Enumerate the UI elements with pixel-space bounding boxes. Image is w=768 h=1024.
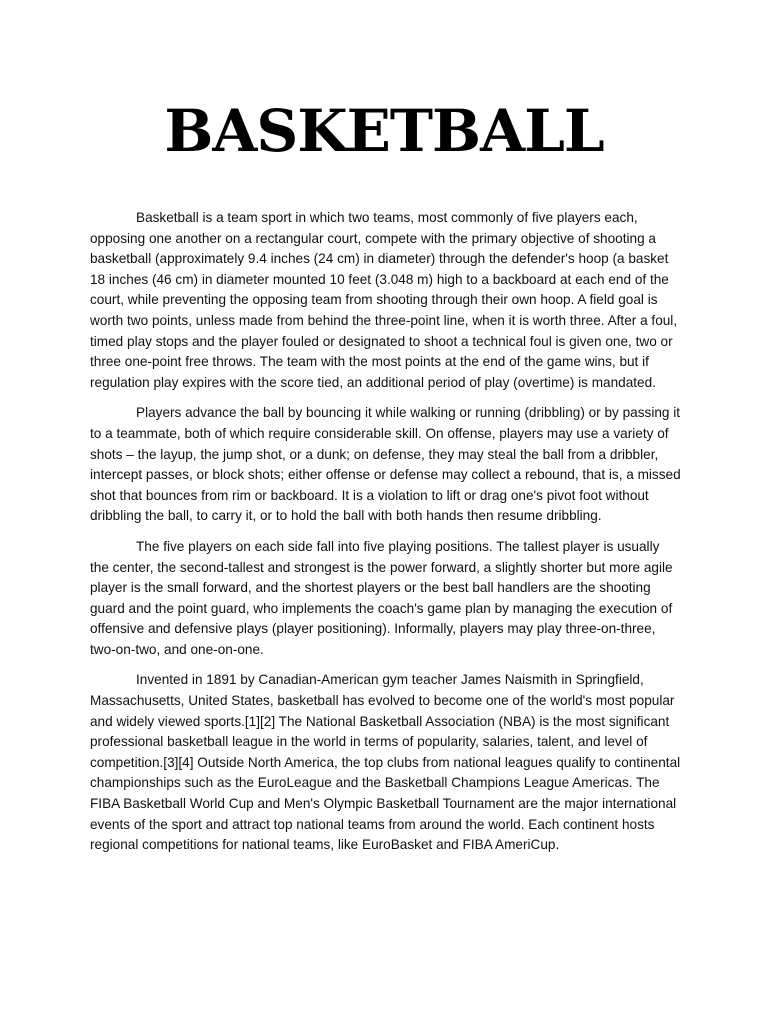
paragraph-history: Invented in 1891 by Canadian-American gym teacher James Naismith in Springfield, Massachusetts, United States, basketball has evolved to become one of the world's most popular and widely viewed sports.[1][2] The National Basketball Association (NBA) is the most significant professional basketball league in the world in terms of popularity, salaries, talent, and level of competition.[3][4] Outside North America, the top clubs from national leagues qualify to continental championships such as the EuroLeague and the Basketball Champions League Americas. The FIBA Basketball World Cup and Men's Olympic Basketball Tournament are the major international events of the sport and attract top national teams from around the world. Each continent hosts regional competitions for national teams, like EuroBasket and FIBA AmeriCup.	[90, 672, 681, 853]
paragraph-positions: The five players on each side fall into five playing positions. The tallest player is usually the center, the second-tallest and strongest is the power forward, a slightly shorter but more agile player is the small forward, and the shortest players or the best ball handlers are the shooting guard and the point guard, who implements the coach's game plan by managing the execution of offensive and defensive plays (player positioning). Informally, players may play three-on-three, two-on-two, and one-on-one.	[90, 538, 673, 657]
paragraph-gameplay: Players advance the ball by bouncing it while walking or running (dribbling) or by passing it to a teammate, both of which require considerable skill. On offense, players may use a variety of shots – the layup, the jump shot, or a dunk; on defense, they may steal the ball from a dribbler, intercept passes, or block shots; either offense or defense may collect a rebound, that is, a missed shot that bounces from rim or backboard. It is a violation to lift or drag one's pivot foot without dribbling the ball, to carry it, or to hold the ball with both hands then resume dribbling.	[90, 405, 681, 524]
document-body	[90, 208, 682, 866]
paragraph-intro: Basketball is a team sport in which two teams, most commonly of five players each, opposing one another on a rectangular court, compete with the primary objective of shooting a basketball (approximately 9.4 inches (24 cm) in diameter) through the defender's hoop (a basket 18 inches (46 cm) in diameter mounted 10 feet (3.048 m) high to a backboard at each end of the court, while preventing the opposing team from shooting through their own hoop. A field goal is worth two points, unless made from behind the three-point line, when it is worth three. After a foul, timed play stops and the player fouled or designated to shoot a technical foul is given one, two or three one-point free throws. The team with the most points at the end of the game wins, but if regulation play expires with the score tied, an additional period of play (overtime) is mandated.	[90, 210, 678, 390]
document-title: BASKETBALL	[164, 97, 604, 165]
